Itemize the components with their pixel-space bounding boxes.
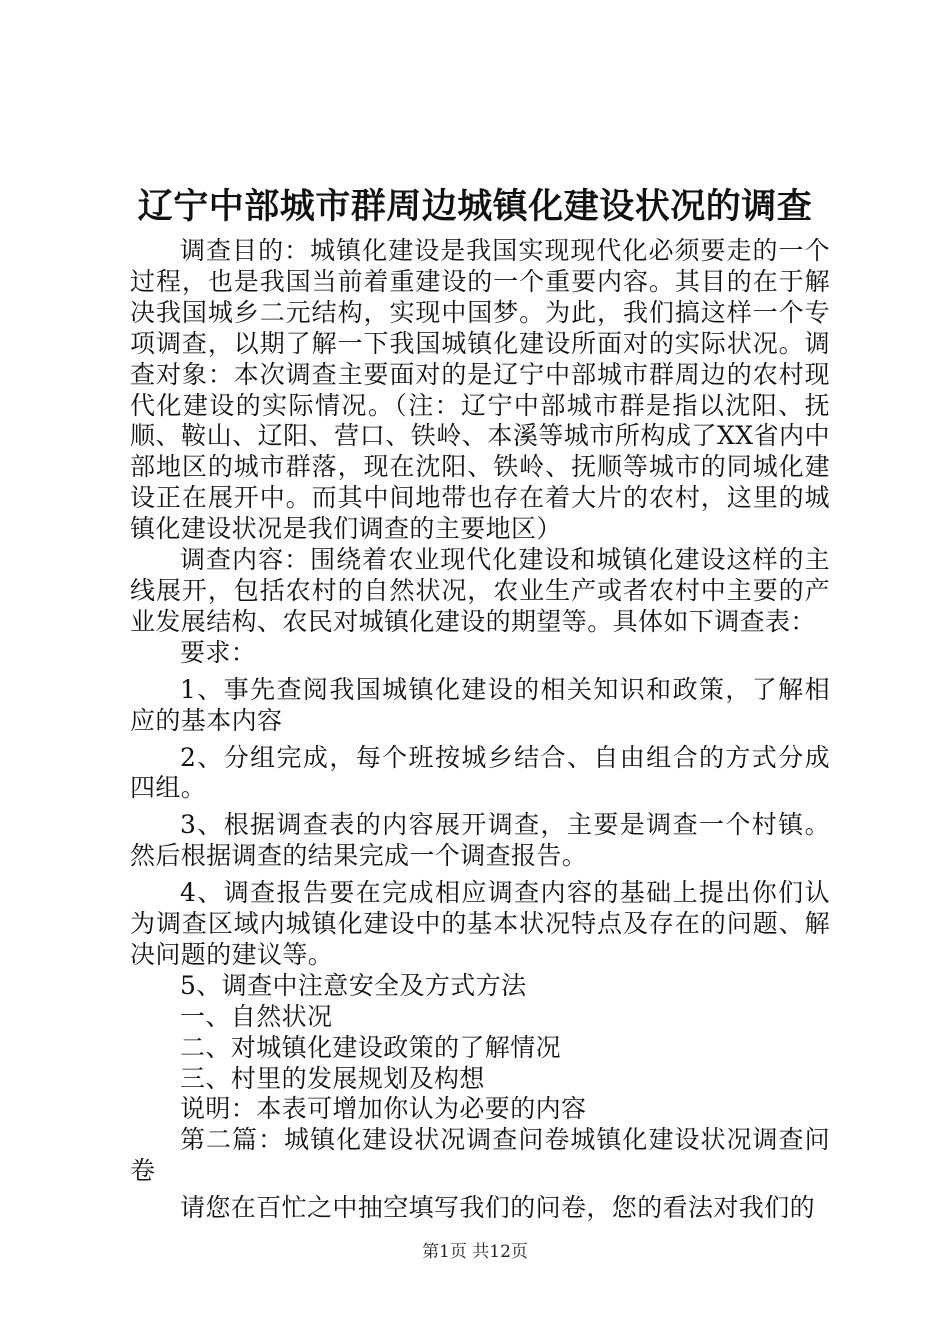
paragraph-requirement-4: 4、调查报告要在完成相应调查内容的基础上提出你们认为调查区域内城镇化建设中的基本状况特点及存在的问题、解决问题的建议等。 bbox=[130, 878, 830, 969]
paragraph-section-1: 一、自然状况 bbox=[180, 1001, 333, 1031]
paragraph-content: 调查内容：围绕着农业现代化建设和城镇化建设这样的主线展开，包括农村的自然状况，农业生产或者农村中主要的产业发展结构、农民对城镇化建设的期望等。具体如下调查表： bbox=[130, 545, 830, 636]
document-title: 辽宁中部城市群周边城镇化建设状况的调查 bbox=[137, 186, 813, 227]
paragraph-requirement-3: 3、根据调查表的内容展开调查，主要是调查一个村镇。然后根据调查的结果完成一个调查报告。 bbox=[130, 810, 830, 871]
page-footer: 第1页 共12页 bbox=[422, 1242, 528, 1262]
paragraph-requirement-2: 2、分组完成，每个班按城乡结合、自由组合的方式分成四组。 bbox=[130, 742, 830, 803]
paragraph-questionnaire-intro: 请您在百忙之中抽空填写我们的问卷，您的看法对我们的 bbox=[180, 1193, 816, 1223]
document-body bbox=[130, 236, 830, 1224]
paragraph-purpose: 调查目的：城镇化建设是我国实现现代化必须要走的一个过程，也是我国当前着重建设的一个重要内容。其目的在于解决我国城乡二元结构，实现中国梦。为此，我们搞这样一个专项调查，以期了解一下我国城镇化建设所面对的实际状况。调查对象：本次调查主要面对的是辽宁中部城市群周边的农村现代化建设的实际情况。（注：辽宁中部城市群是指以沈阳、抚顺、鞍山、辽阳、营口、铁岭、本溪等城市所构成了XX省内中部地区的城市群落，现在沈阳、铁岭、抚顺等城市的同城化建设正在展开中。而其中间地带也存在着大片的农村，这里的城镇化建设状况是我们调查的主要地区） bbox=[130, 236, 830, 544]
paragraph-requirement-5: 5、调查中注意安全及方式方法 bbox=[180, 970, 527, 1000]
paragraph-requirement-1: 1、事先查阅我国城镇化建设的相关知识和政策，了解相应的基本内容 bbox=[130, 674, 830, 735]
paragraph-requirements-heading: 要求： bbox=[180, 637, 257, 667]
paragraph-note: 说明：本表可增加你认为必要的内容 bbox=[180, 1094, 587, 1124]
paragraph-second-article-title: 第二篇：城镇化建设状况调查问卷城镇化建设状况调查问卷 bbox=[130, 1125, 830, 1186]
paragraph-section-3: 三、村里的发展规划及构想 bbox=[180, 1063, 485, 1093]
paragraph-section-2: 二、对城镇化建设政策的了解情况 bbox=[180, 1032, 562, 1062]
